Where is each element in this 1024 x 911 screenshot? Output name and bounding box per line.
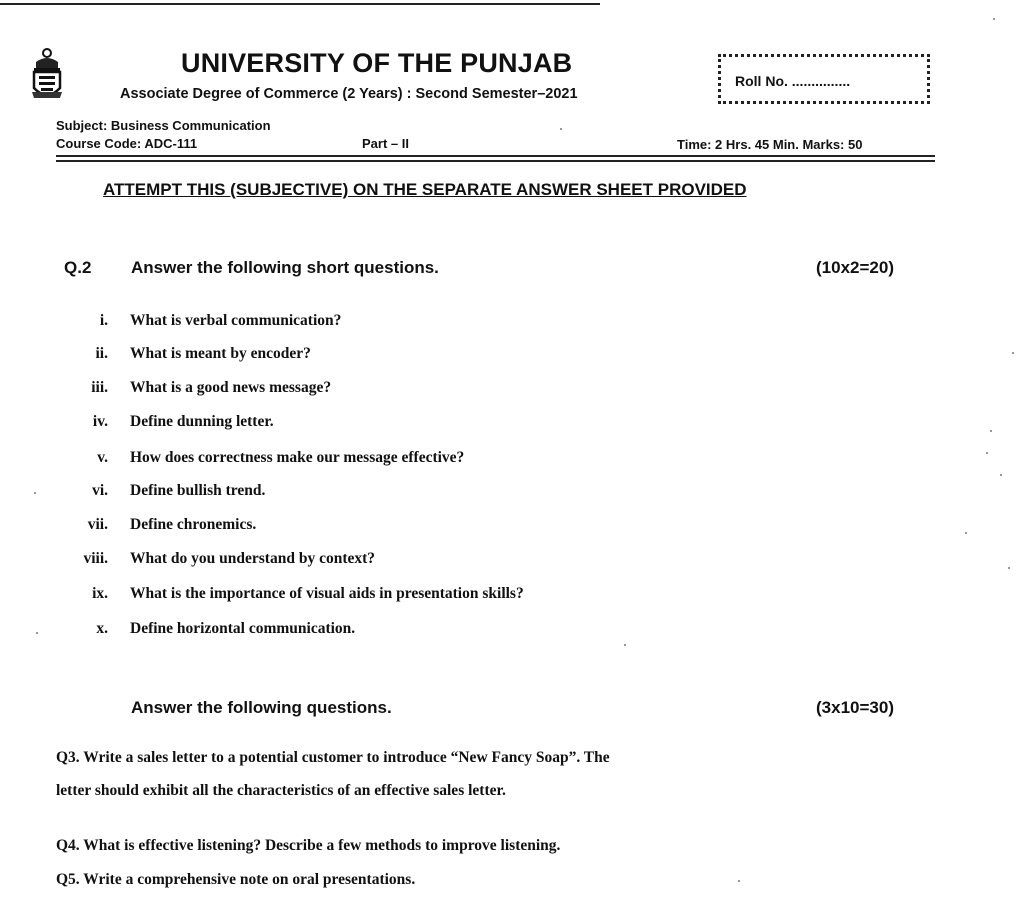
- question-4: Q4. What is effective listening? Describe a few methods to improve listening.: [56, 837, 561, 854]
- scan-speck: [993, 18, 995, 20]
- scan-speck: [36, 632, 38, 634]
- q2-item-number: vi.: [92, 482, 108, 499]
- question-5: Q5. Write a comprehensive note on oral presentations.: [56, 871, 416, 888]
- q2-item-text: What is meant by encoder?: [130, 345, 311, 362]
- q2-item-number: iv.: [92, 413, 108, 430]
- scan-speck: [1008, 567, 1010, 569]
- header-divider-double: [56, 160, 935, 162]
- part-label: Part – II: [362, 136, 409, 151]
- scan-speck: [34, 492, 36, 494]
- question-2-number: Q.2: [64, 258, 92, 277]
- q2-item-number: ii.: [95, 345, 108, 362]
- scan-speck: [1012, 352, 1014, 354]
- time-marks-label: Time: 2 Hrs. 45 Min. Marks: 50: [677, 137, 863, 152]
- q2-item-text: Define dunning letter.: [130, 413, 274, 430]
- university-title: UNIVERSITY OF THE PUNJAB: [181, 48, 573, 78]
- question-3-line-1: Q3. Write a sales letter to a potential customer to introduce “New Fancy Soap”. The: [56, 749, 610, 766]
- top-border-line: [0, 3, 600, 5]
- scan-speck: [560, 128, 562, 130]
- course-code-label: Course Code: ADC-111: [56, 136, 198, 151]
- q2-item-text: What is verbal communication?: [130, 312, 342, 329]
- scan-speck: [986, 452, 988, 454]
- subject-label: Subject: Business Communication: [56, 118, 271, 133]
- roll-number-label: Roll No. ...............: [735, 73, 851, 89]
- long-questions-heading: Answer the following questions.: [131, 698, 392, 717]
- q2-item-text: What do you understand by context?: [130, 550, 376, 567]
- scan-speck: [1000, 474, 1002, 476]
- question-2-heading: Answer the following short questions.: [131, 258, 439, 277]
- q2-item-text: Define horizontal communication.: [130, 620, 356, 637]
- university-crest-icon: [30, 48, 64, 104]
- q2-item-text: Define chronemics.: [130, 516, 257, 533]
- long-questions-marks: (3x10=30): [816, 698, 894, 717]
- q2-item-number: i.: [99, 312, 108, 329]
- q2-item-number: ix.: [92, 585, 108, 602]
- scan-speck: [738, 880, 740, 882]
- q2-item-text: Define bullish trend.: [130, 482, 266, 499]
- scan-speck: [990, 430, 992, 432]
- question-2-marks: (10x2=20): [816, 258, 894, 277]
- instruction-heading: ATTEMPT THIS (SUBJECTIVE) ON THE SEPARATE ANSWER SHEET PROVIDED: [103, 180, 747, 199]
- question-3-line-2: letter should exhibit all the characteristics of an effective sales letter.: [56, 782, 506, 799]
- exam-subtitle: Associate Degree of Commerce (2 Years) : Second Semester–2021: [120, 86, 578, 102]
- scan-speck: [965, 532, 967, 534]
- q2-item-number: v.: [97, 449, 108, 466]
- q2-item-number: vii.: [87, 516, 108, 533]
- q2-item-number: iii.: [91, 379, 108, 396]
- q2-item-text: What is a good news message?: [130, 379, 332, 396]
- q2-item-text: What is the importance of visual aids in presentation skills?: [130, 585, 524, 602]
- header-divider: [56, 155, 935, 157]
- q2-item-text: How does correctness make our message effective?: [130, 449, 465, 466]
- q2-item-number: viii.: [83, 550, 108, 567]
- q2-item-number: x.: [96, 620, 108, 637]
- scan-speck: [624, 644, 626, 646]
